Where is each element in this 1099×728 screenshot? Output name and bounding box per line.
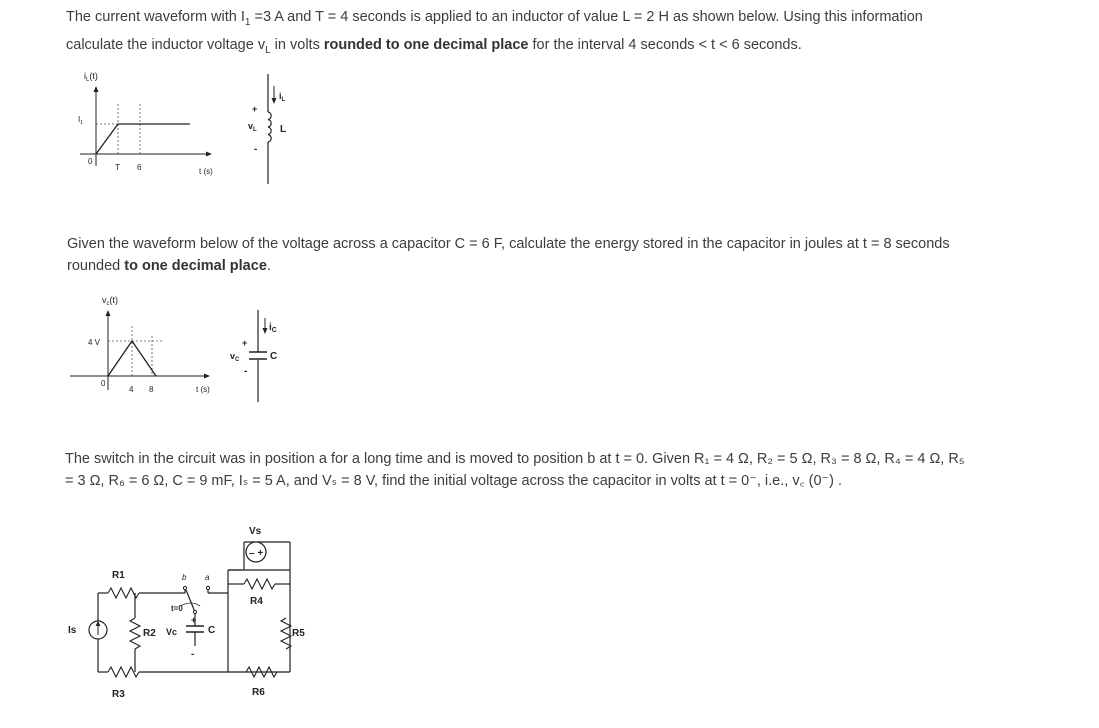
q2-plus-sign: + (242, 338, 248, 348)
question-2-text: Given the waveform below of the voltage across a capacitor C = 6 F, calculate the energy stored in the capacitor in joules at t = 8 seconds rounded to one decimal place. (67, 236, 950, 274)
label-cap-minus: - (191, 649, 195, 660)
q1-level-label: $I_1$ (78, 115, 84, 126)
q1-xlabel: t (s) (199, 167, 213, 176)
q3-switch-circuit (60, 520, 320, 725)
q2-origin-label: 0 (101, 379, 106, 388)
q1-minus-sign: - (254, 144, 258, 155)
q2-voltage-graph (66, 292, 236, 404)
label-switch-a: a (205, 573, 210, 582)
resistor-r2 (130, 618, 140, 649)
q1-graph-ylabel: $i_L(t)$ (84, 71, 98, 83)
label-r5: R5 (292, 628, 305, 639)
switch-terminal-b (183, 586, 186, 589)
q2-minus-sign: - (244, 366, 248, 377)
q1-element-label: L (280, 124, 287, 135)
label-r1: R1 (112, 570, 125, 581)
q2-xlabel: t (s) (196, 385, 210, 394)
label-vs: Vs (249, 526, 262, 537)
q1-tick-t: T (115, 163, 120, 172)
inductor-coil-icon (268, 112, 271, 142)
svg-text:– +: – + (249, 548, 264, 559)
label-cap-plus: + (191, 615, 197, 625)
q2-tick-4: 4 (129, 385, 134, 394)
q1-i-label: $i_L$ (279, 91, 286, 103)
label-is: Is (68, 625, 77, 636)
label-switch-b: b (182, 573, 187, 582)
switch-terminal-a (206, 586, 209, 589)
q1-inductor-circuit (240, 72, 310, 187)
q1-origin-label: 0 (88, 157, 93, 166)
q2-tick-8: 8 (149, 385, 154, 394)
label-r4: R4 (250, 596, 263, 607)
q1-tick-6: 6 (137, 163, 142, 172)
q1-waveform-line (96, 124, 190, 154)
current-arrow-icon (272, 98, 277, 104)
question-1-text: The current waveform with $I_1 =3$ A and T = 4 seconds is applied to an inductor of value L = 2 H as shown below. Using this information calculate the inductor voltage $v_L$ in volts rounded to one decimal place for the interval 4 seconds < t < 6 seconds. (66, 9, 923, 56)
q2-graph-ylabel: $v_c(t)$ (102, 295, 118, 307)
q2-bold-phrase: to one decimal place (124, 258, 267, 274)
resistor-r1 (108, 588, 139, 598)
current-arrow-icon (263, 328, 268, 334)
label-vc: Vc (166, 627, 178, 637)
label-r3: R3 (112, 689, 125, 700)
resistor-r3 (108, 667, 139, 677)
question-3-text (65, 448, 1045, 492)
q1-current-graph (70, 70, 230, 182)
switch-blade (186, 590, 195, 612)
label-c: C (208, 625, 216, 636)
q2-element-label: C (270, 351, 278, 362)
label-r2: R2 (143, 628, 156, 639)
q3-line-2: = 3 Ω, R₆ = 6 Ω, C = 9 mF, Iₛ = 5 A, and Vₛ = 8 V, find the initial voltage across the capacitor in volts at t = 0⁻, i.e., v꜀ (0⁻) . (65, 473, 843, 489)
q1-plus-sign: + (252, 104, 258, 114)
q2-level-label: 4 V (88, 338, 101, 347)
label-r6: R6 (252, 687, 265, 698)
resistor-r4 (244, 579, 275, 589)
q1-v-label: $v_L$ (248, 121, 257, 133)
q2-capacitor-circuit (226, 308, 296, 404)
q2-i-label: $i_C$ (269, 322, 277, 334)
q2-v-label: $v_C$ (230, 351, 240, 363)
q1-bold-phrase: rounded to one decimal place (323, 36, 529, 53)
label-t0: t=0 (171, 604, 183, 613)
q3-line-1: The switch in the circuit was in position a for a long time and is moved to position b at t = 0. Given R₁ = 4 Ω, R₂ = 5 Ω, R₃ = 8 Ω, R₄ = 4 Ω, R₅ (65, 451, 965, 467)
